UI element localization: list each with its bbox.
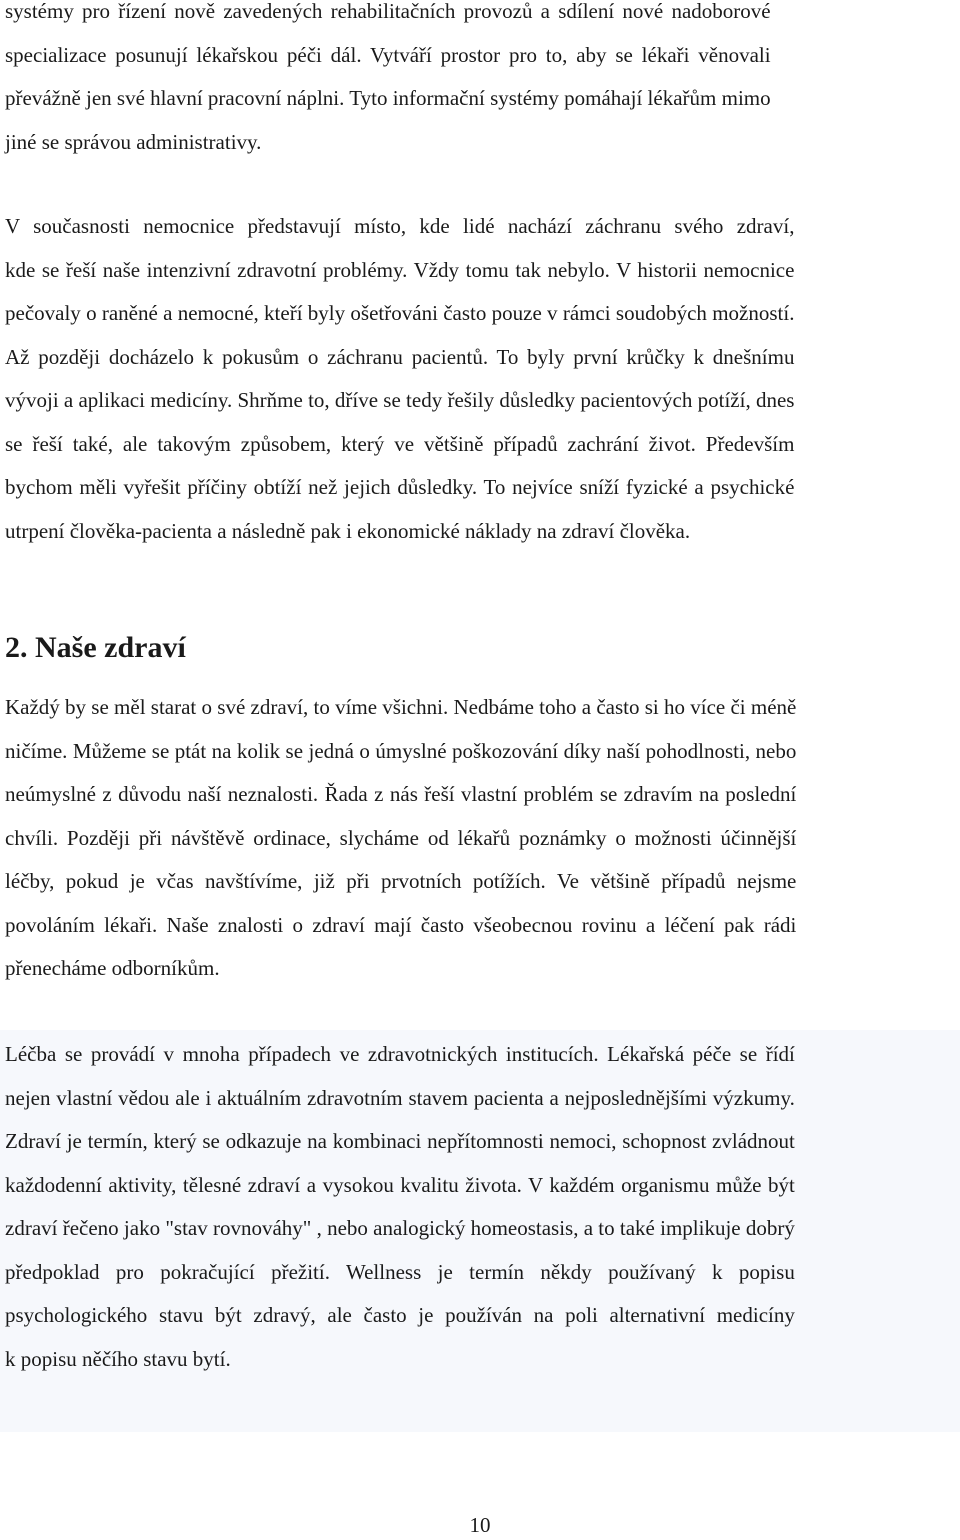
text-line: převážně jen své hlavní pracovní náplni. Tyto informační systémy pomáhají lékařům mimo bbox=[5, 86, 771, 110]
text-line: chvíli. Později při návštěvě ordinace, slycháme od lékařů poznámky o možnosti účinnější bbox=[5, 825, 797, 850]
text-line: se řeší také, ale takovým způsobem, který ve většině případů zachrání život. Především bbox=[5, 431, 795, 456]
treatment-paragraph bbox=[5, 1033, 795, 1381]
text-line: specializace posunují lékařskou péči dál. Vytváří prostor pro to, aby se lékaři věnovali bbox=[5, 42, 771, 67]
text-line: Až později docházelo k pokusům o záchranu pacientů. To byly první krůčky k dnešnímu bbox=[5, 344, 795, 369]
text-line: systémy pro řízení nově zavedených rehabilitačních provozů a sdílení nové nadoborové bbox=[5, 0, 771, 23]
hospitals-paragraph bbox=[5, 205, 794, 553]
text-line: ničíme. Můžeme se ptát na kolik se jedná o úmyslné poškozování díky naší pohodlnosti, nebo bbox=[5, 738, 797, 763]
text-line: bychom měli vyřešit příčiny obtíží než jejich důsledky. To nejvíce sníží fyzické a psychické bbox=[5, 475, 795, 499]
text-line: psychologického stavu být zdravý, ale často je používán na poli alternativní medicíny bbox=[5, 1303, 795, 1327]
text-line: Léčba se provádí v mnoha případech ve zdravotnických institucích. Lékařská péče se řídí bbox=[5, 1042, 795, 1066]
text-line: Zdraví je termín, který se odkazuje na kombinaci nepřítomnosti nemoci, schopnost zvládnout bbox=[5, 1129, 795, 1153]
text-line: V současnosti nemocnice představují místo, kde lidé nachází záchranu svého zdraví, bbox=[5, 214, 795, 238]
text-line: Každý by se měl starat o své zdraví, to víme všichni. Nedbáme toho a často si ho více či méně bbox=[5, 695, 797, 719]
text-line: zdraví řečeno jako "stav rovnováhy" , nebo analogický homeostasis, a to také implikuje dobrý bbox=[5, 1216, 795, 1240]
intro-paragraph bbox=[5, 0, 771, 164]
text-line: kde se řeší naše intenzivní zdravotní problémy. Vždy tomu tak nebylo. V historii nemocnice bbox=[5, 257, 795, 282]
text-line: neúmyslné z důvodu naší neznalosti. Řada z nás řeší vlastní problém se zdravím na poslední bbox=[5, 782, 797, 806]
text-line: léčby, pokud je včas navštívíme, již při prvotních potížích. Ve většině případů nejsme bbox=[5, 869, 797, 893]
text-line: utrpení člověka-pacienta a následně pak i ekonomické náklady na zdraví člověka. bbox=[5, 518, 691, 543]
text-line: předpoklad pro pokračující přežití. Wellness je termín někdy používaný k popisu bbox=[5, 1259, 795, 1284]
text-line: povoláním lékaři. Naše znalosti o zdraví mají často všeobecnou rovinu a léčení pak rádi bbox=[5, 912, 797, 937]
text-line: nejen vlastní vědou ale i aktuálním zdravotním stavem pacienta a nejposlednějšími výzkumy. bbox=[5, 1085, 795, 1110]
health-paragraph bbox=[5, 686, 796, 991]
text-line: vývoji a aplikaci medicíny. Shrňme to, dříve se tedy řešily důsledky pacientových potíží, dnes bbox=[5, 388, 795, 412]
page-number: 10 bbox=[469, 1513, 491, 1537]
text-line: k popisu něčího stavu bytí. bbox=[5, 1346, 231, 1371]
text-line: pečovaly o raněné a nemocné, kteří byly ošetřováni často pouze v rámci soudobých možností. bbox=[5, 301, 795, 325]
text-line: jiné se správou administrativy. bbox=[5, 129, 262, 154]
section-heading: 2. Naše zdraví bbox=[5, 631, 186, 664]
text-line: přenecháme odborníkům. bbox=[5, 956, 220, 980]
text-line: každodenní aktivity, tělesné zdraví a vysokou kvalitu života. V každém organismu může být bbox=[5, 1172, 795, 1197]
